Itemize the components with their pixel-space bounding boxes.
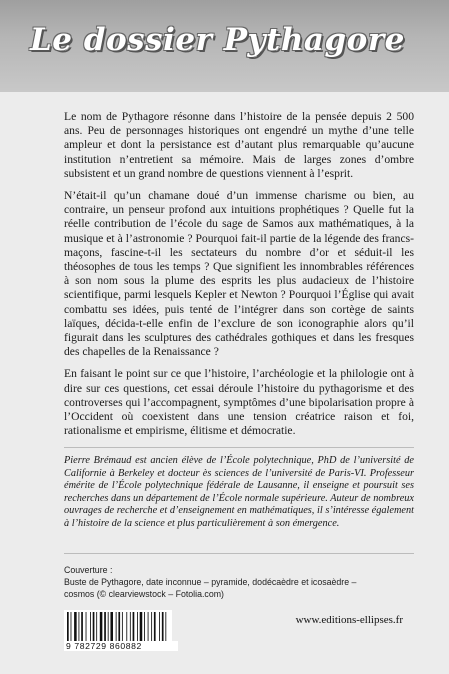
divider-top xyxy=(64,447,414,448)
blurb-paragraph-1: Le nom de Pythagore résonne dans l’histoire de la pensée depuis 2 500 ans. Peu de personnages historiques ont engendré un mythe d’une telle ampleur et dont la persistance est d’autant plus remarquable qu’aucune institution n’entretient sa mémoire. Mais de larges zones d’ombre subsistent et un grand nombre de questions viennent à l’esprit. xyxy=(64,110,414,180)
barcode-number: 9 782729 860882 xyxy=(64,641,178,651)
credits-heading: Couverture : xyxy=(64,565,113,575)
title-band xyxy=(0,0,449,92)
barcode-icon xyxy=(64,610,172,642)
blurb-paragraph-3: En faisant le point sur ce que l’histoire, l’archéologie et la philologie ont à dire sur ces questions, cet essai déroule l’histoire du pythagorisme et des controverses qui l’accompagnent, symptômes d’une bipolarisation propre à l’Occident où coexistent dans une tension créatrice raison et foi, rationalisme et empirisme, élitisme et démocratie. xyxy=(64,367,414,438)
book-title: Le dossier Pythagore xyxy=(30,22,405,58)
publisher-website: www.editions-ellipses.fr xyxy=(295,614,403,626)
blurb-paragraph-2: N’était-il qu’un chamane doué d’un immense charisme ou bien, au contraire, un penseur profond aux intuitions prophétiques ? Quelle fut la réelle contribution de l’école du sage de Samos aux mathématiques, à la musique et à l’astronomie ? Pourquoi fait-il partie de la légende des francs-maçons, fascine-t-il les sectateurs du nombre d’or et séduit-il les théosophes de tous les temps ? Que signifient les innombrables références à son nom sous la plume des esprits les plus audacieux de l’histoire scientifique, parmi lesquels Kepler et Newton ? Pourquoi l’Église qui avait combattu ses idées, puis tenté de l’intégrer dans son cortège de saints laïques, décida-t-elle enfin de l’exclure de son iconographie alors qu’il figurait dans les sculptures des cathédrales gothiques et dans les fresques des chapelles de la Renaissance ? xyxy=(64,189,414,359)
cover-credits xyxy=(64,564,414,600)
author-bio: Pierre Brémaud est ancien élève de l’École polytechnique, PhD de l’université de Californie à Berkeley et docteur ès sciences de l’université de Paris-VI. Professeur émérite de l’École polytechnique fédérale de Lausanne, il enseigne et poursuit ses recherches dans un département de l’École normale supérieure. Auteur de nombreux ouvrages de recherche et d’enseignement en mathématiques, il s’intéresse également à l’histoire de la science et plus particulièrement à son émergence. xyxy=(64,455,414,529)
divider-bottom xyxy=(64,553,414,554)
credits-line-2: cosmos (© clearviewstock – Fotolia.com) xyxy=(64,589,224,599)
blurb xyxy=(64,110,414,446)
credits-line-1: Buste de Pythagore, date inconnue – pyramide, dodécaèdre et icosaèdre – xyxy=(64,577,357,587)
